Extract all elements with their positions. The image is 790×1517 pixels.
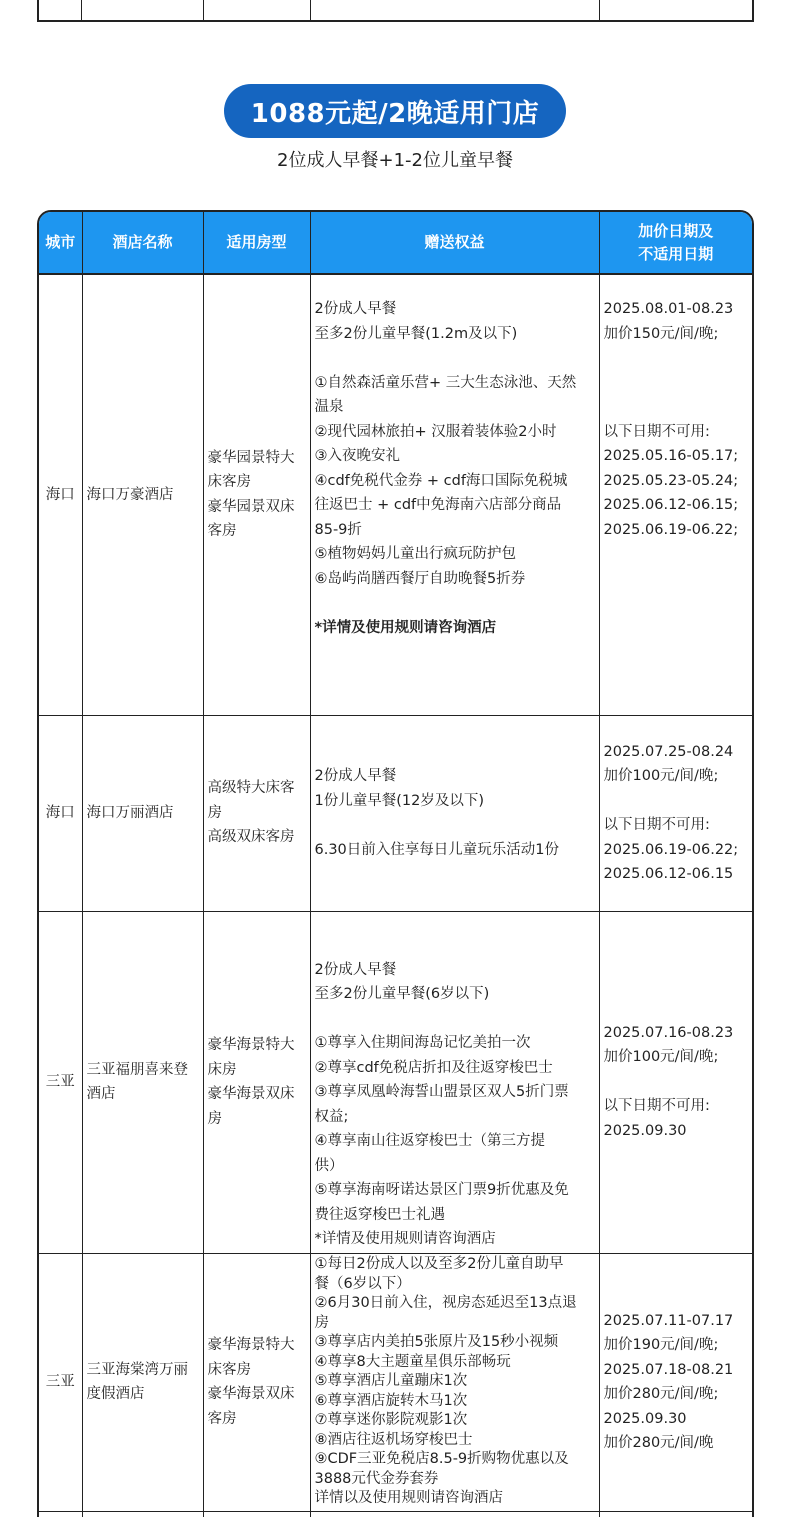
hotel-line: 酒店 xyxy=(86,1086,116,1102)
hotel-cell xyxy=(82,911,203,1253)
dates-cell xyxy=(599,715,752,911)
date-line: 加价100元/间/晚; xyxy=(603,1049,719,1066)
date-line: 加价280元/间/晚; xyxy=(603,1386,719,1402)
benefit-line: ⑦尊享迷你影院观影1次 xyxy=(314,1412,468,1429)
col-header-dates xyxy=(599,212,752,274)
room-line: 豪华海景双床 xyxy=(207,1386,295,1402)
room-cell xyxy=(203,1253,310,1511)
benefits-cell xyxy=(310,274,599,715)
benefit-line: ⑥尊享酒店旋转木马1次 xyxy=(314,1392,468,1409)
divider xyxy=(310,0,311,20)
benefit-line: 6.30日前入住享每日儿童玩乐活动1份 xyxy=(314,841,560,858)
dates-cell xyxy=(599,1511,752,1517)
blank-line xyxy=(604,1070,749,1095)
room-line: 床客房 xyxy=(207,1361,251,1378)
blank-line xyxy=(604,371,749,396)
benefit-line: 供） xyxy=(314,1157,344,1174)
city-cell: 三亚 xyxy=(39,911,82,1253)
date-line: 2025.09.30 xyxy=(603,1122,687,1139)
date-line: 2025.07.25-08.24 xyxy=(603,743,734,760)
hotel-line: 度假酒店 xyxy=(86,1386,145,1402)
benefits-cell xyxy=(310,1511,599,1517)
room-line: 豪华园景特大 xyxy=(207,449,295,466)
date-line: 2025.06.19-06.22; xyxy=(603,521,739,538)
benefit-line: 房 xyxy=(314,1314,329,1331)
section-subtitle: 2位成人早餐+1-2位儿童早餐 xyxy=(277,150,513,171)
benefit-line: 费往返穿梭巴士礼遇 xyxy=(314,1206,445,1223)
benefit-line: 权益; xyxy=(314,1108,349,1125)
hotel-line: 三亚海棠湾万丽 xyxy=(86,1361,188,1378)
hotel-cell: 海口万豪酒店 xyxy=(82,274,203,715)
table-header-row xyxy=(39,212,752,274)
room-line: 高级特大床客 xyxy=(207,780,295,797)
col-header-room: 适用房型 xyxy=(203,212,310,274)
blank-line xyxy=(315,1007,595,1032)
room-line: 客房 xyxy=(207,1410,237,1427)
room-line: 豪华海景特大 xyxy=(207,1037,295,1053)
benefit-line: ⑤尊享海南呀诺达景区门票9折优惠及免 xyxy=(314,1182,569,1198)
room-line: 豪华海景特大 xyxy=(207,1337,295,1353)
table-row xyxy=(39,1253,752,1511)
benefit-line: 2份成人早餐 xyxy=(314,301,397,317)
date-line: 2025.07.11-07.17 xyxy=(603,1312,734,1329)
divider xyxy=(203,0,204,20)
date-line: 加价150元/间/晚; xyxy=(603,325,719,342)
blank-line xyxy=(604,789,749,814)
benefit-line: ①自然森活童乐营+ 三大生态泳池、天然 xyxy=(314,374,577,391)
blank-line xyxy=(604,346,749,371)
room-line: 房 xyxy=(207,804,222,821)
hotel-line: 三亚福朋喜来登 xyxy=(86,1061,188,1078)
benefit-note: *详情及使用规则请咨询酒店 xyxy=(314,619,497,636)
benefit-line: 3888元代金券套券 xyxy=(314,1470,439,1487)
date-line: 2025.06.12-06.15; xyxy=(603,497,739,513)
benefit-line: 至多2份儿童早餐(1.2m及以下) xyxy=(314,325,518,342)
date-line: 2025.05.16-05.17; xyxy=(603,448,739,464)
date-line: 2025.09.30 xyxy=(603,1410,687,1427)
divider xyxy=(81,0,82,20)
benefit-line: ④尊享8大主题童星俱乐部畅玩 xyxy=(314,1353,511,1370)
blank-line xyxy=(315,591,595,616)
benefit-line: ⑨CDF三亚免税店8.5-9折购物优惠以及 xyxy=(314,1451,569,1468)
col-header-dates-line: 不适用日期 xyxy=(638,244,714,263)
date-line: 2025.05.23-05.24; xyxy=(603,472,739,489)
hotel-table xyxy=(37,210,754,1517)
blank-line xyxy=(315,813,595,838)
divider xyxy=(599,0,600,20)
date-line: 加价190元/间/晚; xyxy=(603,1337,719,1353)
col-header-dates-line: 加价日期及 xyxy=(638,221,714,240)
previous-table-fragment xyxy=(37,0,754,22)
date-line: 以下日期不可用: xyxy=(603,817,710,833)
benefits-cell xyxy=(310,715,599,911)
section-title-pill xyxy=(224,84,566,138)
section-title: 1088元起/2晚适用门店 xyxy=(250,98,540,129)
dates-cell xyxy=(599,274,752,715)
blank-line xyxy=(604,395,749,420)
benefit-line: ①尊享入住期间海岛记忆美拍一次 xyxy=(314,1035,531,1051)
benefit-line: ③入夜晚安礼 xyxy=(314,448,400,464)
benefit-note: *详情及使用规则请咨询酒店 xyxy=(314,1231,496,1247)
col-header-city: 城市 xyxy=(39,212,82,274)
room-cell xyxy=(203,911,310,1253)
benefit-line: 2份成人早餐 xyxy=(314,768,397,784)
dates-cell xyxy=(599,911,752,1253)
hotel-cell: 海口万丽酒店 xyxy=(82,715,203,911)
room-line: 床客房 xyxy=(207,474,251,491)
table-row xyxy=(39,911,752,1253)
col-header-hotel: 酒店名称 xyxy=(82,212,203,274)
room-line: 豪华海景双床 xyxy=(207,1086,295,1102)
date-line: 2025.07.16-08.23 xyxy=(603,1024,734,1041)
room-line: 房 xyxy=(207,1110,222,1127)
dates-cell xyxy=(599,1253,752,1511)
city-cell: 海口 xyxy=(39,715,82,911)
date-line: 以下日期不可用: xyxy=(603,1098,710,1115)
benefit-line: ⑧酒店往返机场穿梭巴士 xyxy=(314,1431,473,1448)
room-line: 床房 xyxy=(207,1061,237,1078)
room-line: 豪华园景双床 xyxy=(207,498,295,515)
benefit-line: ④尊享南山往返穿梭巴士（第三方提 xyxy=(314,1133,545,1149)
city-cell xyxy=(39,1511,82,1517)
table-row xyxy=(39,715,752,911)
benefit-line: ①每日2份成人以及至多2份儿童自助早 xyxy=(314,1256,564,1273)
table-row xyxy=(39,274,752,715)
benefit-line: ②现代园林旅拍+ 汉服着装体验2小时 xyxy=(314,423,557,440)
benefits-cell xyxy=(310,911,599,1253)
benefit-line: ③尊享凤凰岭海誓山盟景区双人5折门票 xyxy=(314,1084,569,1100)
col-header-benefits: 赠送权益 xyxy=(310,212,599,274)
date-line: 以下日期不可用: xyxy=(603,423,710,440)
room-cell xyxy=(203,1511,310,1517)
benefit-line: 温泉 xyxy=(314,399,344,415)
benefit-line: 至多2份儿童早餐(6岁以下) xyxy=(314,986,490,1002)
date-line: 2025.07.18-08.21 xyxy=(603,1361,734,1378)
room-cell xyxy=(203,715,310,911)
hotel-cell xyxy=(82,1511,203,1517)
date-line: 2025.06.19-06.22; xyxy=(603,841,739,858)
city-cell: 三亚 xyxy=(39,1253,82,1511)
room-line: 高级双床客房 xyxy=(207,829,295,846)
benefit-line: 85-9折 xyxy=(314,521,362,538)
benefit-line: ⑤尊享酒店儿童蹦床1次 xyxy=(314,1373,468,1390)
benefit-line: ③尊享店内美拍5张原片及15秒小视频 xyxy=(314,1334,559,1351)
benefit-line: 餐（6岁以下） xyxy=(314,1275,411,1292)
room-cell xyxy=(203,274,310,715)
benefit-line: ②尊享cdf免税店折扣及往返穿梭巴士 xyxy=(314,1059,553,1076)
date-line: 加价100元/间/晚; xyxy=(603,768,719,784)
date-line: 2025.08.01-08.23 xyxy=(603,301,734,317)
date-line: 加价280元/间/晚 xyxy=(603,1435,714,1451)
blank-line xyxy=(315,346,595,371)
benefit-line: ②6月30日前入住，视房态延迟至13点退 xyxy=(314,1295,577,1312)
benefit-note: 详情以及使用规则请咨询酒店 xyxy=(314,1490,503,1507)
date-line: 2025.06.12-06.15 xyxy=(603,866,734,882)
table-row xyxy=(39,1511,752,1517)
room-line: 客房 xyxy=(207,523,237,540)
benefit-line: ④cdf免税代金券 + cdf海口国际免税城 xyxy=(314,472,568,489)
benefit-line: ⑤植物妈妈儿童出行疯玩防护包 xyxy=(314,546,516,562)
benefit-line: 2份成人早餐 xyxy=(314,961,397,978)
hotel-cell xyxy=(82,1253,203,1511)
benefit-line: 往返巴士 + cdf中免海南六店部分商品 xyxy=(314,497,562,513)
benefits-cell xyxy=(310,1253,599,1511)
benefit-line: 1份儿童早餐(12岁及以下) xyxy=(314,792,484,809)
benefit-line: ⑥岛屿尚膳西餐厅自助晚餐5折券 xyxy=(314,570,526,587)
city-cell: 海口 xyxy=(39,274,82,715)
